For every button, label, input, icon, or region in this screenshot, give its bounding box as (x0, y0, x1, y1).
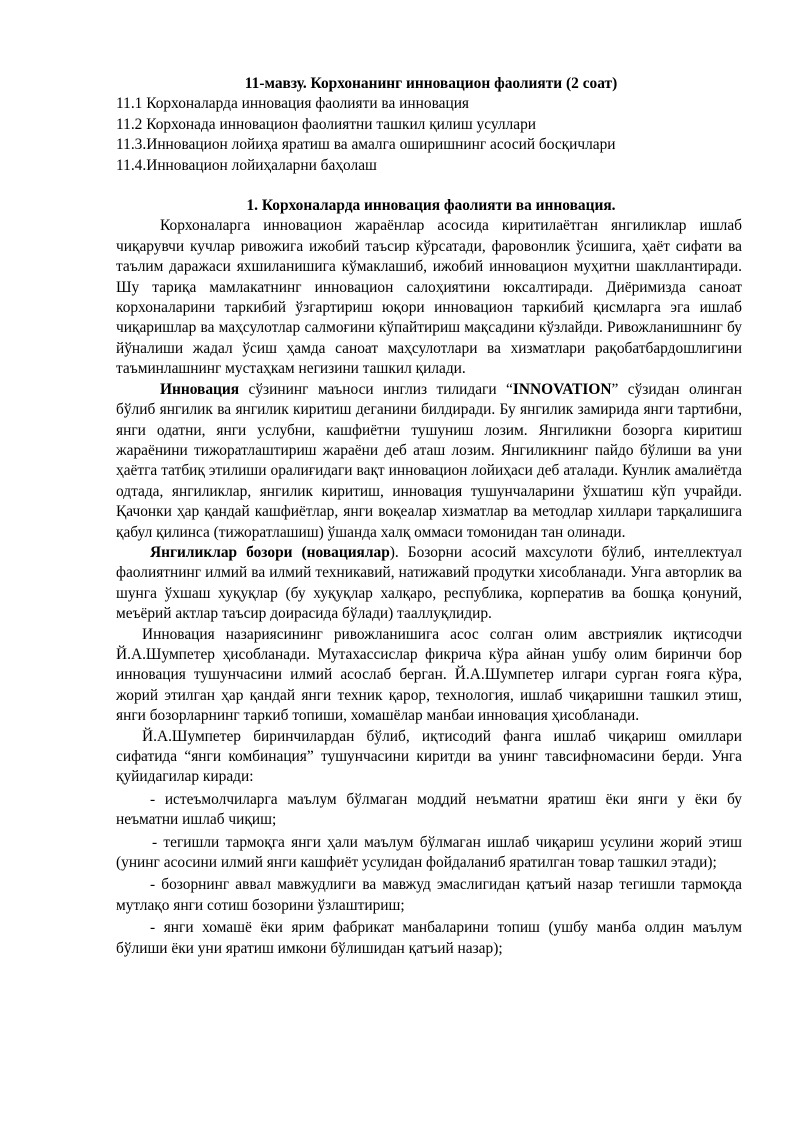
paragraph: Инновация назариясининг ривожланишига асос солган олим австриялик иқтисодчи Й.А.Шумпетер ҳисобланади. Мутахассислар фикрича кўра айнан ушбу олим биринчи бор инновация тушунчасини илмий асослаб берган. Й.А.Шумпетер илгари сурган ғояга кўра, жорий этилган ҳар қандай янги техник қарор, технология, ишлаб чиқаришни ташкил этиш, янги бозорларнинг таркиб топиши, хомашёлар манбаи инновация ҳисобланади. (116, 625, 742, 725)
section-heading: 1. Корхоналарда инновация фаолияти ва инновация. (246, 197, 616, 215)
topic-title: 11-мавзу. Корхонанинг инновацион фаолияти (2 соат) (244, 75, 618, 92)
bold-term: Инновация (160, 380, 240, 398)
topic-outline (116, 94, 742, 176)
paragraph: Й.А.Шумпетер биринчилардан бўлиб, иқтисодий фанга ишлаб чиқариш омиллари сифатида “янги комбинация” тушунчасини киритди ва унинг тавсифномасини берди. Унга қуйидагилар киради: (116, 727, 742, 786)
outline-item: 11.1 Корхоналарда инновация фаолияти ва инновация (116, 95, 470, 113)
outline-item: 11.2 Корхонада инновацион фаолиятни ташкил қилиш усуллари (116, 115, 537, 133)
text-run: сўзининг маъноси инглиз тилидаги “ (239, 380, 513, 398)
bold-term: INNOVATION (512, 380, 612, 398)
bold-term: Янгиликлар бозори (новациялар (150, 543, 390, 561)
list-item: - янги хомашё ёки ярим фабрикат манбаларини топиш (ушбу манба олдин маълум бўлиши ёки уни яратиш имкони бўлишидан қатъий назар); (116, 919, 742, 957)
outline-item: 11.4.Инновацион лойиҳаларни баҳолаш (116, 156, 377, 174)
document-body (116, 74, 742, 959)
text-run: ). Бозорни асосий махсулоти бўлиб, интеллектуал фаолиятнинг илмий ва илмий техникавий, натижавий продутки хисобланади. Унга авторлик ва шунга ўхшаш хуқуқлар (бу хуқуқлар халқаро, республика, корператив ва бошқа қонуний, меъёрий актлар таъсир доирасида бўлади) тааллуқлидир. (116, 543, 742, 623)
text-run: ” сўзидан олинган бўлиб янгилик ва янгилик киритиш деганини билдиради. Бу янгилик замирида янги тартибни, янги одатни, янги услубни, кашфиётни тушуниш лозим. Янгиликни бозорга киритиш жараёнини тижоратлаштириш жараёни деб аташ лозим. Янгиликнинг пайдо бўлиши ва уни ҳаётга татбиқ этилиши оралиғидаги вақт инновацион лойиҳаси деб аталади. Кунлик амалиётда одтада, янгиликлар, янгилик киритиш, инновация тушунчаларини ўхшатиш кўп учрайди. Қачонки ҳар қандай кашфиётлар, янги воқеалар хизматлар ва методлар хиллари тарқалишига қабул қилинса (тижоратлашиш) ўшанда халқ оммаси томонидан тан олинади. (116, 380, 742, 541)
paragraph (116, 543, 742, 625)
paragraph: Корхоналарга инновацион жараёнлар асосида киритилаётган янгиликлар ишлаб чиқарувчи кучлар ривожига ижобий таъсир кўрсатади, фаровонлик ўсишига, ҳаёт сифати ва таълим даражаси яхшиланишига кўмаклашиб, ижобий инновацион муҳитни шакллантиради. Шу тариқа мамлакатнинг инновацион салоҳиятини юксалтиради. Диёримизда саноат корхоналарини таркибий ўзгартириш юқори инновацион таркибий қисмларга эга ишлаб чиқаришлар ва маҳсулотлар салмоғини кўпайтириш мақсадини кўзлайди. Ривожланишнинг бу йўналиши жадал ўсиш ҳамда саноат маҳсулотлари ва хизматлари рақобатбардошлигини таъминлашнинг мустаҳкам негизини ташкил қилади. (116, 217, 742, 378)
outline-item: 11.3.Инновацион лойиҳа яратиш ва амалга оширишнинг асосий босқичлари (116, 136, 616, 154)
paragraph (116, 380, 742, 543)
list-item: - бозорнинг аввал мавжудлиги ва мавжуд эмаслигидан қатъий назар тегишли тармоқда мутлақо янги сотиш бозорини ўзлаштириш; (116, 876, 742, 914)
list-item: - истеъмолчиларга маълум бўлмаган моддий неъматни яратиш ёки янги у ёки бу неъматни ишлаб чиқиш; (116, 790, 742, 829)
list-item: - тегишли тармоқга янги ҳали маълум бўлмаган ишлаб чиқариш усулини жорий этиш (унинг асосини илмий янги кашфиёт усулидан фойдаланиб яратилган товар ташкил этади); (116, 833, 742, 872)
